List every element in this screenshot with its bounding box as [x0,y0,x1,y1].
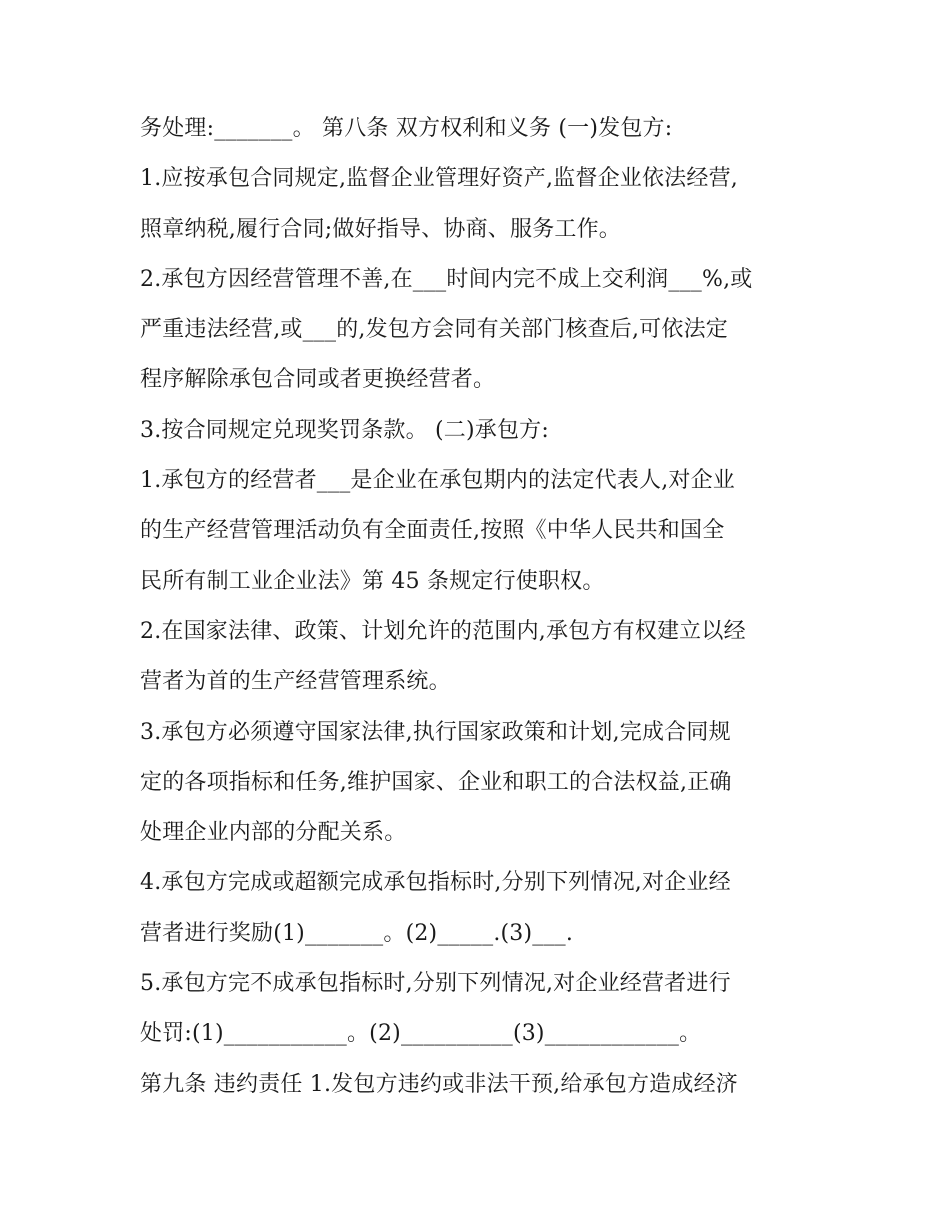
text-line: 照章纳税,履行合同;做好指导、协商、服务工作。 [140,216,622,242]
text-line: 3.承包方必须遵守国家法律,执行国家政策和计划,完成合同规 [140,719,731,745]
text-line: 处罚:(1)___________。(2)__________(3)____________。 [140,1021,702,1047]
text-line: 5.承包方完不成承包指标时,分别下列情况,对企业经营者进行 [140,971,731,997]
text-line: 处理企业内部的分配关系。 [140,820,407,846]
text-line: 1.应按承包合同规定,监督企业管理好资产,监督企业依法经营, [140,166,738,192]
text-line: 务处理:_______。 第八条 双方权利和义务 (一)发包方: [140,116,673,141]
text-line: 4.承包方完成或超额完成承包指标时,分别下列情况,对企业经 [140,870,731,896]
text-line: 2.在国家法律、政策、计划允许的范围内,承包方有权建立以经 [140,618,746,644]
text-line: 第九条 违约责任 1.发包方违约或非法干预,给承包方造成经济 [140,1071,738,1097]
text-line: 营者进行奖励(1)_______。(2)_____.(3)___. [140,920,574,946]
text-line: 民所有制工业企业法》第 45 条规定行使职权。 [140,568,605,594]
text-line: 程序解除承包合同或者更换经营者。 [140,367,496,393]
text-line: 营者为首的生产经营管理系统。 [140,669,451,695]
text-line: 严重违法经营,或___的,发包方会同有关部门核查后,可依法定 [140,317,728,343]
contract-text [140,104,830,1110]
text-line: 1.承包方的经营者___是企业在承包期内的法定代表人,对企业 [140,468,735,494]
text-line: 定的各项指标和任务,维护国家、企业和职工的合法权益,正确 [140,769,732,795]
text-line: 3.按合同规定兑现奖罚条款。 (二)承包方: [140,417,549,443]
text-line: 2.承包方因经营管理不善,在___时间内完不成上交利润___%,或 [140,266,753,292]
text-line: 的生产经营管理活动负有全面责任,按照《中华人民共和国全 [140,518,725,544]
